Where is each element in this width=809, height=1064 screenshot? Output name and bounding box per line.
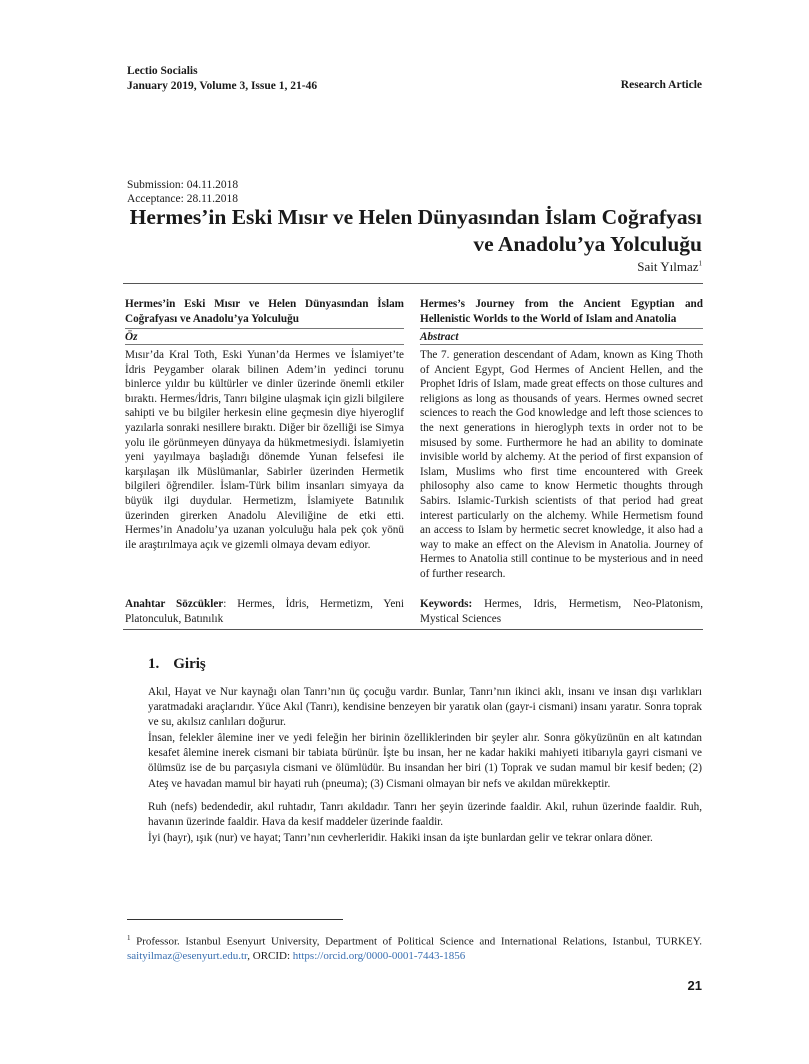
article-type: Research Article <box>620 79 702 91</box>
submission-date: Submission: 04.11.2018 <box>127 179 239 191</box>
orcid-label: , ORCID: <box>247 950 293 963</box>
title-line-2: ve Anadolu’ya Yolculuğu <box>473 232 702 256</box>
title-line-1: Hermes’in Eski Mısır ve Helen Dünyasından İslam Coğrafyası <box>129 205 702 229</box>
bottom-rule <box>123 629 703 630</box>
footnote-mark: 1 <box>127 934 131 942</box>
journal-name: Lectio Socialis <box>127 65 198 77</box>
journal-header <box>127 64 317 93</box>
paragraph-2: İnsan, felekler âlemine iner ve yedi feleğin her birinin özelliklerinden bir şeyler alır. Sonra gökyüzünün en alt katından kesafet âlemine inerek cismani bir tabiata bürünür. İşte bu insan, her ne kadar hakiki mahiyeti itibarıyla gayri cismani ve ölümsüz ise de bu parçasıyla cismani ve ölümlüdür. Bu insandan her biri (1) Toprak ve sudan mamul bir kesif beden; (2) Ateş ve havadan mamul bir hayati ruh (pneuma); (3) Cismani olmayan bir nefs ve akıldan mürekkeptir. <box>148 732 702 790</box>
keywords-text-en: Hermes, Idris, Hermetism, Neo-Platonism, Mystical Sciences <box>420 598 703 625</box>
section-title: Giriş <box>173 656 206 672</box>
footnote-rule <box>127 919 343 920</box>
journal-issue: January 2019, Volume 3, Issue 1, 21-46 <box>127 79 318 92</box>
footnote <box>127 931 702 964</box>
abstract-label-tr: Öz <box>125 331 138 343</box>
abstract-title-tr: Hermes’in Eski Mısır ve Helen Dünyasından İslam Coğrafyası ve Anadolu’ya Yolculuğu <box>125 298 404 325</box>
keywords-label-tr: Anahtar Sözcükler <box>125 598 224 610</box>
abstract-title-en: Hermes’s Journey from the Ancient Egyptian and Hellenistic Worlds to the World of Islam and Anatolia <box>420 298 703 325</box>
paragraph-4: İyi (hayr), ışık (nur) ve hayat; Tanrı’nın cevherleridir. Hakiki insan da işte bunlardan gelir ve tekrar onlara döner. <box>148 832 653 844</box>
rule-right-1 <box>420 328 703 329</box>
keywords-text-tr: : Hermes, İdris, Hermetizm, Yeni Platonculuk, Batınılık <box>125 598 404 625</box>
author-note-mark: 1 <box>698 259 702 268</box>
paragraph-1: Akıl, Hayat ve Nur kaynağı olan Tanrı’nın üç çocuğu vardır. Bunlar, Tanrı’nın ikinci aklı, insanı ve insan dışı varlıkları yaratmadaki araçlarıdır. Yüce Akıl (Tanrı), kendisine benzeyen bir yaratık olan (gayr-i cismani) insanı yaratır. Sonra toprak ve su, akılsız canlıları doğurur. <box>148 686 702 729</box>
rule-left-2 <box>125 344 404 345</box>
orcid-link[interactable]: https://orcid.org/0000-0001-7443-1856 <box>292 950 466 963</box>
keywords-label-en: Keywords: <box>420 598 473 610</box>
paragraph-3: Ruh (nefs) bedendedir, akıl ruhtadır, Tanrı akıldadır. Tanrı her şeyin üzerinde faaldir. Akıl, ruhun üzerinde faaldir. Ruh, havanın üzerinde faaldir. Hava da kesif maddeler üzerinde faaldir. <box>148 801 702 829</box>
keywords-tr <box>125 597 404 626</box>
rule-right-2 <box>420 344 703 345</box>
author <box>637 259 702 275</box>
section-heading <box>148 656 206 673</box>
acceptance-date: Acceptance: 28.11.2018 <box>127 193 239 205</box>
paper-title <box>127 204 702 258</box>
top-rule <box>123 283 703 284</box>
author-name: Sait Yılmaz <box>637 259 699 274</box>
dates-block <box>127 178 238 206</box>
abstract-body-en: The 7. generation descendant of Adam, known as King Thoth of Ancient Egypt, God Hermes of Ancient Hellen, and the Prophet Idris of Islam, made great effects on those cultures and religions as long as thousands of years. Hermes owned secret sciences to reach the God knowledge and left those sciences to the next generations in hieroglyph texts in order not to be misused by some. Furthermore he had an ability to dominate invisible world by alchemy. At the period of first expansion of Islam, Muslims who first time encountered with Greek philosophy also came to know Hermetic thoughts through Sabirs. Islamic-Turkish scientists of that period had great interest particularly on the alchemy. While Hermetism found an access to Islam by hermetic secret knowledge, it also had a way to make an effect on the Alevism in Anatolia. Journey of Hermes to Anatolia still continue to be mysterious and in need of further research. <box>420 349 703 580</box>
author-email-link[interactable]: saityilmaz@esenyurt.edu.tr <box>127 950 248 963</box>
rule-left-1 <box>125 328 404 329</box>
abstract-body-tr: Mısır’da Kral Toth, Eski Yunan’da Hermes ve İslamiyet’te İdris Peygamber olarak bilinen Adem’in yedinci torunu binlerce yıldır bu kültürler ve dinler üzerinde önemli etkiler bıraktı. Hermes/İdris, Tanrı bilgine ulaşmak için gizli bilgilere sahipti ve bu bilgiler herkesin eline geçmesin diye hiyeroglif yazılarla sonraki nesillere bıraktı. Diğer bir özelliği ise Simya yolu ile görünmeyen dünyaya da hükmetmesiydi. İslamiyetin yeni yayılmaya başladığı dönemde Yunan felsefesi ile karşılaşan ilk Müslümanlar, Sabirler üzerinden Hermetik bilgileri öğrendiler. İslam-Türk bilim insanları simyaya da büyük ilgi duydular. Hermetizm, İslamiyete Batınılık üzerinden girerken Anadolu Aleviliğine de etki etti. Hermes’in Anadolu’ya uzanan yolculuğu hala pek çok yönü ile araştırılmaya açık ve gizemli olmaya devam ediyor. <box>125 349 404 551</box>
abstract-label-en: Abstract <box>420 331 459 343</box>
keywords-en <box>420 597 703 626</box>
page-number: 21 <box>687 978 702 993</box>
section-number: 1. <box>148 656 160 672</box>
footnote-text: Professor. Istanbul Esenyurt University, Department of Political Science and International Relations, Istanbul, TURKEY. <box>130 935 702 948</box>
